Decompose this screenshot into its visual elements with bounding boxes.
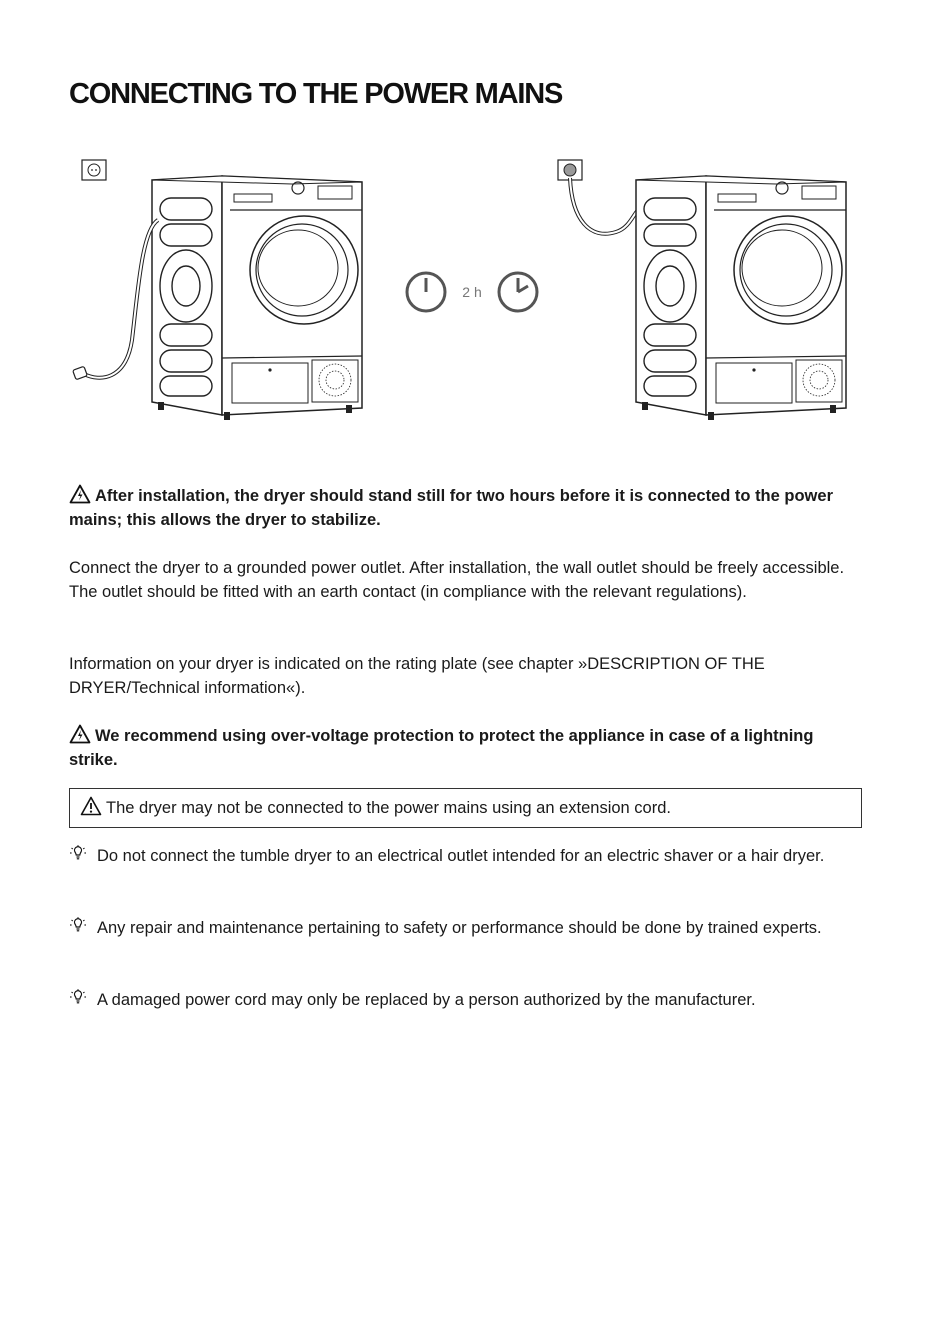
grounded-outlet-paragraph: Connect the dryer to a grounded power outlet. After installation, the wall outlet should be freely accessible. The outlet should be fitted with an earth contact (in compliance with the relevant regulations). — [69, 559, 845, 601]
warning-electric-icon — [69, 724, 91, 744]
socket-empty-icon — [82, 160, 106, 180]
tip-cord-text: A damaged power cord may only be replaced by a person authorized by the manufacturer. — [97, 991, 756, 1009]
extension-cord-warning-text: The dryer may not be connected to the power mains using an extension cord. — [106, 799, 671, 817]
socket-plugged-icon — [558, 160, 582, 180]
overvoltage-warning-text: We recommend using over-voltage protection to protect the appliance in case of a lightning strike. — [69, 727, 814, 769]
stabilize-warning-text: After installation, the dryer should stand still for two hours before it is connected to the power mains; this allows the dryer to stabilize. — [69, 487, 833, 529]
lightbulb-tip-icon — [69, 917, 87, 937]
lightbulb-tip-icon — [69, 989, 87, 1009]
page-title: CONNECTING TO THE POWER MAINS — [69, 78, 563, 110]
tip-shaver — [69, 844, 859, 868]
wait-duration-label: 2 h — [462, 284, 482, 300]
installation-illustration — [60, 150, 880, 430]
lightbulb-tip-icon — [69, 845, 87, 865]
rating-plate-paragraph: Information on your dryer is indicated on the rating plate (see chapter »DESCRIPTION OF THE DRYER/Technical information«). — [69, 655, 765, 697]
plug-icon — [73, 366, 88, 380]
tip-cord — [69, 988, 859, 1012]
warning-electric-icon — [69, 484, 91, 504]
tip-repair — [69, 916, 859, 940]
extension-cord-warning-box — [69, 788, 862, 828]
dryer-plugged — [636, 176, 846, 420]
stabilize-warning — [69, 484, 859, 532]
tip-repair-text: Any repair and maintenance pertaining to safety or performance should be done by trained experts. — [97, 919, 822, 937]
connected-power-cord — [570, 178, 640, 234]
loose-power-cord — [84, 220, 158, 378]
overvoltage-warning — [69, 724, 859, 772]
tip-shaver-text: Do not connect the tumble dryer to an electrical outlet intended for an electric shaver or a hair dryer. — [97, 847, 825, 865]
dryer-unplugged — [152, 176, 362, 420]
clock-end-icon — [499, 273, 537, 311]
clock-start-icon — [407, 273, 445, 311]
warning-icon — [80, 796, 102, 816]
